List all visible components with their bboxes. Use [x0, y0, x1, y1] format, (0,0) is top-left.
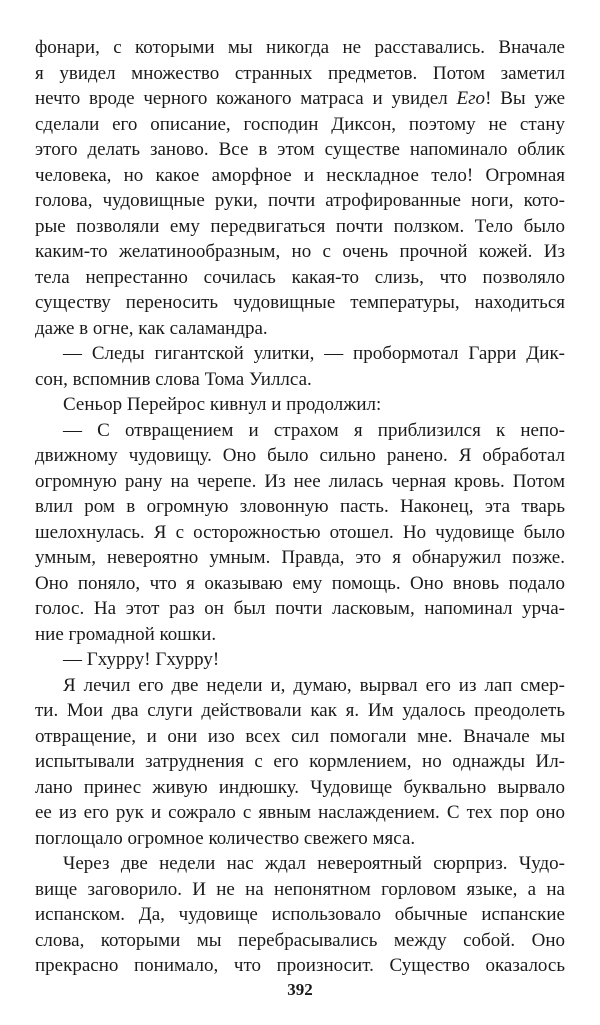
text-line: испытывали затруднения с его кормлением, но однажды Ил- — [35, 751, 565, 772]
text-line: умным, невероятно умным. Правда, это я обнаружил позже. — [35, 547, 565, 568]
text-line: тела непрестанно сочилась какая-то слизь, что позволяло — [35, 266, 565, 288]
text-line: человека, но какое аморфное и нескладное тело! Огромная — [35, 164, 565, 186]
paragraph — [35, 418, 565, 648]
body-text — [35, 35, 565, 979]
text-line: вище заговорило. И не на непонятном горловом языке, а на — [35, 878, 565, 900]
text-segment: ! Вы уже — [485, 88, 566, 109]
text-line: этого делать заново. Все в этом существе напоминало облик — [35, 139, 565, 160]
text-line: ти. Мои два слуги действовали как я. Им удалось преодолеть — [35, 700, 565, 721]
text-line — [35, 86, 565, 112]
paragraph — [35, 35, 565, 341]
text-line: — С отвращением и страхом я приблизился к непо- — [63, 419, 565, 441]
text-line: голова, чудовищные руки, почти атрофированные ноги, кото- — [35, 190, 565, 211]
text-line: сон, вспомнив слова Тома Уиллса. — [35, 368, 312, 390]
text-line: Я лечил его две недели и, думаю, вырвал его из лап смер- — [63, 674, 565, 696]
page-number: 392 — [287, 980, 313, 999]
text-line: каким-то желатинообразным, но с очень прочной кожей. Из — [35, 241, 565, 262]
paragraph — [35, 392, 565, 418]
text-line: существу переносить чудовищные температуры, находиться — [35, 292, 565, 313]
text-line: ние громадной кошки. — [35, 623, 217, 645]
text-line: я увидел множество странных предметов. Потом заметил — [35, 62, 565, 84]
text-line: сделали его описание, господин Диксон, поэтому не стану — [35, 113, 565, 135]
paragraph — [35, 341, 565, 392]
text-line: движному чудовищу. Оно было сильно ранено. Я обработал — [35, 445, 565, 466]
text-line: шелохнулась. Я с осторожностью отошел. Но чудовище было — [35, 521, 565, 543]
text-line: даже в огне, как саламандра. — [35, 317, 268, 339]
text-line: слова, которыми мы перебрасывались между собой. Оно — [35, 929, 565, 951]
paragraph — [35, 851, 565, 979]
paragraph — [35, 673, 565, 852]
text-line: фонари, с которыми мы никогда не расставались. Вначале — [35, 37, 565, 58]
paragraph — [35, 647, 565, 673]
text-line: Сеньор Перейрос кивнул и продолжил: — [63, 394, 382, 415]
italic-text: Его — [456, 88, 486, 109]
text-line: ее из его рук и сожрало с явным наслаждением. С тех пор оно — [35, 802, 565, 823]
text-line: Через две недели нас ждал невероятный сюрприз. Чудо- — [63, 853, 565, 874]
text-line: поглощало огромное количество свежего мяса. — [35, 827, 416, 849]
text-line: отвращение, и они изо всех сил помогали мне. Вначале мы — [35, 725, 565, 747]
text-line: — Следы гигантской улитки, — пробормотал Гарри Дик- — [63, 343, 565, 364]
text-line: влил ром в огромную зловонную пасть. Наконец, эта тварь — [35, 496, 565, 517]
text-line: лано принес живую индюшку. Чудовище буквально вырвало — [35, 776, 565, 798]
text-line: — Гхурру! Гхурру! — [63, 649, 220, 670]
text-line: огромную рану на черепе. Из нее лилась черная кровь. Потом — [35, 470, 565, 492]
text-line: прекрасно понимало, что произносит. Существо оказалось — [35, 955, 565, 976]
text-segment: нечто вроде черного кожаного матраса и увидел — [35, 88, 457, 109]
text-line: Оно поняло, что я оказываю ему помощь. Оно вновь подало — [35, 572, 565, 594]
text-line: рые позволяли ему передвигаться почти ползком. Тело было — [35, 215, 565, 237]
text-line: голос. На этот раз он был почти ласковым, напоминал урча- — [35, 598, 565, 619]
text-line: испанском. Да, чудовище использовало обычные испанские — [35, 904, 565, 925]
